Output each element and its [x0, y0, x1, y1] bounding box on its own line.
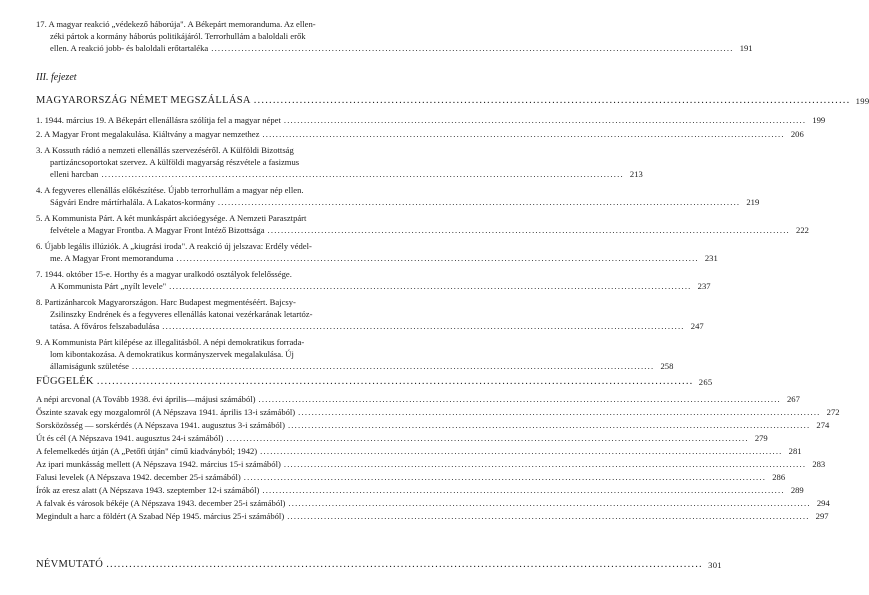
- toc-entry-2: [36, 128, 804, 140]
- appendix-page-number: 265: [698, 377, 713, 387]
- entry-page-number: 274: [816, 420, 830, 430]
- appendix-entry-text: Út és cél (A Népszava 1941. augusztus 24-i számából): [36, 433, 224, 443]
- toc-entry-9: [36, 336, 674, 372]
- entry-number: 4.: [36, 185, 43, 195]
- entry-page-number: 281: [788, 446, 802, 456]
- entry-text-line: államiságunk születése: [50, 361, 129, 371]
- index-heading-row: [36, 558, 722, 572]
- toc-entry-4: [36, 184, 760, 208]
- entry-number: 6.: [36, 241, 43, 251]
- toc-entry-17: [36, 18, 753, 54]
- entry-text-line: Ságvári Endre mártírhalála. A Lakatos-kormány: [50, 197, 215, 207]
- appendix-title: FÜGGELÉK: [36, 376, 94, 387]
- entry-text-line: 1944. október 15-e. Horthy és a magyar uralkodó osztályok felelőssége.: [44, 269, 292, 279]
- entry-page-number: 199: [812, 115, 826, 125]
- entry-page-number: 267: [787, 394, 800, 404]
- appendix-entry-10: [36, 510, 829, 522]
- entry-text-line: A Magyar Front megalakulása. Kiáltvány a magyar nemzethez: [44, 129, 260, 139]
- entry-text-line: A magyar reakció „védekező háborúja". A Békepárt memoranduma. Az ellen-: [48, 19, 316, 29]
- toc-entry-5: [36, 212, 809, 236]
- appendix-heading-row: [36, 375, 713, 389]
- entry-text-line: lom kibontakozása. A demokratikus kormányszervek megalakulása. Új: [50, 349, 294, 359]
- entry-text-line: elleni harcban: [50, 169, 99, 179]
- appendix-entry-text: Az ipari munkásság mellett (A Népszava 1942. március 15-i számából): [36, 459, 281, 469]
- entry-text-line: Újabb legális illúziók. A „kiugrási iroda". A reakció új jelszava: Erdély védel-: [44, 241, 312, 251]
- entry-page-number: 279: [754, 433, 768, 443]
- entry-page-number: 213: [629, 169, 643, 179]
- index-title: NÉVMUTATÓ: [36, 559, 104, 570]
- index-page-number: 301: [708, 560, 722, 570]
- entry-page-number: 289: [790, 485, 804, 495]
- appendix-entry-4: [36, 432, 768, 444]
- entry-number: 5.: [36, 213, 43, 223]
- entry-page-number: 219: [746, 197, 760, 207]
- entry-text-line: zéki pártok a kormány háborús politikájáról. Terrorhullám a baloldali erők: [50, 31, 306, 41]
- appendix-entry-text: Falusi levelek (A Népszava 1942. december 25-i számából): [36, 472, 241, 482]
- entry-page-number: 272: [826, 407, 840, 417]
- appendix-entry-7: [36, 471, 786, 483]
- entry-page-number: 237: [697, 281, 711, 291]
- entry-number: 9.: [36, 337, 43, 347]
- entry-text-line: A Kommunista Párt. A két munkáspárt akcióegysége. A Nemzeti Parasztpárt: [44, 213, 307, 223]
- entry-page-number: 222: [796, 225, 809, 235]
- entry-text-line: Zsilinszky Endrének és a fegyveres ellenállás katonai vezérkarának letartóz-: [50, 309, 313, 319]
- entry-number: 2.: [36, 129, 43, 139]
- appendix-entry-text: Megindult a harc a földért (A Szabad Nép 1945. március 25-i számából): [36, 511, 285, 521]
- entry-number: 1.: [36, 115, 43, 125]
- entry-page-number: 297: [815, 511, 829, 521]
- appendix-entry-text: A felemelkedés útján (A „Petőfi útján" című kiadványból; 1942): [36, 446, 258, 456]
- appendix-entry-1: [36, 393, 800, 405]
- appendix-entry-text: Őszinte szavak egy mozgalomról (A Népszava 1941. április 13-i számából): [36, 407, 296, 417]
- entry-page-number: 206: [790, 129, 804, 139]
- appendix-entry-3: [36, 419, 830, 431]
- entry-text-line: Partizánharcok Magyarországon. Harc Budapest megmentéséért. Bajcsy-: [44, 297, 296, 307]
- toc-entry-7: [36, 268, 711, 292]
- toc-entry-6: [36, 240, 718, 264]
- entry-page-number: 286: [772, 472, 786, 482]
- appendix-entry-text: A népi arcvonal (A Tovább 1938. évi április—májusi számából): [36, 394, 256, 404]
- section-heading-row: [36, 94, 869, 108]
- entry-page-number: 191: [739, 43, 753, 53]
- toc-entry-8: [36, 296, 704, 332]
- appendix-entry-text: A falvak és városok békéje (A Népszava 1943. december 25-i számából): [36, 498, 286, 508]
- appendix-entry-2: [36, 406, 840, 418]
- entry-page-number: 294: [816, 498, 830, 508]
- entry-text-line: tatása. A főváros felszabadulása: [50, 321, 160, 331]
- entry-page-number: 258: [660, 361, 674, 371]
- appendix-entry-text: Írók az eresz alatt (A Népszava 1943. szeptember 12-i számából): [36, 485, 260, 495]
- toc-entry-3: [36, 144, 643, 180]
- entry-page-number: 283: [812, 459, 826, 469]
- entry-text-line: A Kossuth rádió a nemzeti ellenállás szervezéséről. A Külföldi Bizottság: [44, 145, 294, 155]
- appendix-entry-6: [36, 458, 826, 470]
- entry-text-line: partizáncsoportokat szervez. A külföldi magyarság részvétele a fasizmus: [50, 157, 300, 167]
- section-page-number: 199: [855, 96, 869, 106]
- entry-text-line: 1944. március 19. A Békepárt ellenállásra szólítja fel a magyar népet: [44, 115, 281, 125]
- entry-text-line: A Kommunista Párt kilépése az illegalitásból. A népi demokratikus forrada-: [44, 337, 305, 347]
- entry-number: 7.: [36, 269, 43, 279]
- entry-text-line: felvétele a Magyar Frontba. A Magyar Front Intéző Bizottsága: [50, 225, 265, 235]
- toc-entry-1: [36, 114, 826, 126]
- appendix-entry-8: [36, 484, 804, 496]
- entry-text-line: A Kommunista Párt „nyílt levele": [50, 281, 167, 291]
- entry-text-line: A fegyveres ellenállás előkészítése. Újabb terrorhullám a magyar nép ellen.: [44, 185, 304, 195]
- entry-page-number: 231: [704, 253, 718, 263]
- entry-page-number: 247: [690, 321, 704, 331]
- entry-number: 8.: [36, 297, 43, 307]
- entry-text-line: ellen. A reakció jobb- és baloldali erőtartaléka: [50, 43, 209, 53]
- appendix-entry-5: [36, 445, 802, 457]
- entry-text-line: me. A Magyar Front memoranduma: [50, 253, 174, 263]
- appendix-entry-text: Sorsközösség — sorskérdés (A Népszava 1941. augusztus 3-i számából): [36, 420, 285, 430]
- entry-number: 3.: [36, 145, 43, 155]
- section-title: MAGYARORSZÁG NÉMET MEGSZÁLLÁSA: [36, 95, 251, 106]
- part-heading: III. fejezet: [36, 72, 77, 83]
- appendix-entry-9: [36, 497, 830, 509]
- entry-number: 17.: [36, 19, 47, 29]
